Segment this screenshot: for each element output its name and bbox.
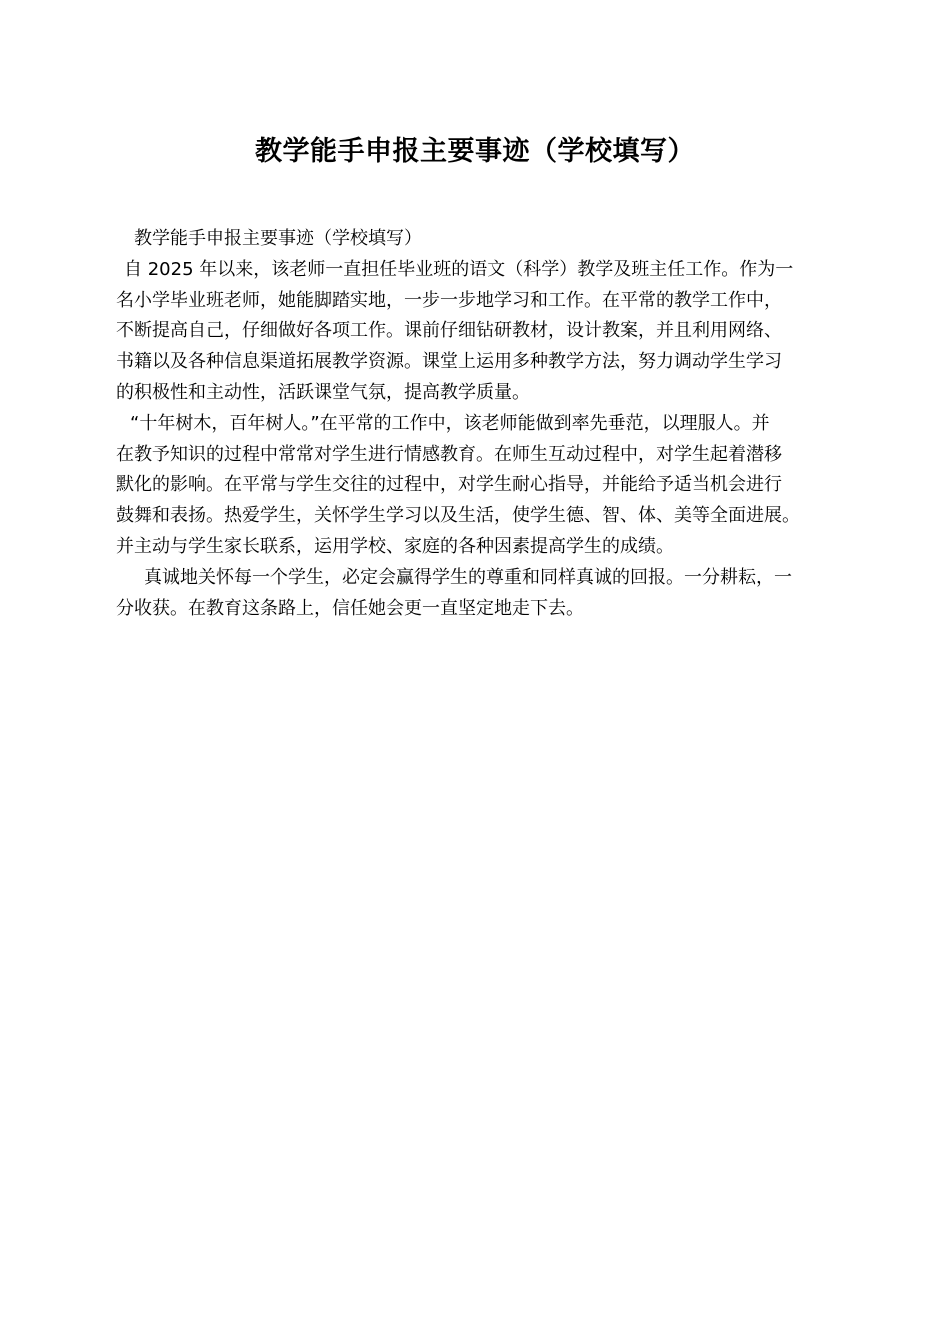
body-line: “十年树木，百年树人。”在平常的工作中，该老师能做到率先垂范，以理服人。并	[130, 412, 770, 434]
body-line-subtitle: 教学能手申报主要事迹（学校填写）	[134, 228, 422, 249]
body-line: 默化的影响。在平常与学生交往的过程中，对学生耐心指导，并能给予适当机会进行	[116, 474, 782, 496]
body-line: 鼓舞和表扬。热爱学生，关怀学生学习以及生活，使学生德、智、体、美等全面进展。	[116, 505, 800, 527]
body-line: 自 2025 年以来，该老师一直担任毕业班的语文（科学）教学及班主任工作。作为一	[124, 258, 794, 280]
body-line: 在教予知识的过程中常常对学生进行情感教育。在师生互动过程中，对学生起着潜移	[116, 443, 782, 465]
body-line: 真诚地关怀每一个学生，必定会赢得学生的尊重和同样真诚的回报。一分耕耘，一	[144, 566, 792, 588]
document-title: 教学能手申报主要事迹（学校填写）	[255, 136, 695, 167]
body-line: 名小学毕业班老师，她能脚踏实地，一步一步地学习和工作。在平常的教学工作中，	[116, 289, 782, 311]
document-body	[116, 224, 856, 624]
body-line: 分收获。在教育这条路上，信任她会更一直坚定地走下去。	[116, 597, 584, 619]
body-line: 不断提高自己，仔细做好各项工作。课前仔细钻研教材，设计教案，并且利用网络、	[116, 320, 782, 342]
body-line: 的积极性和主动性，活跃课堂气氛，提高教学质量。	[116, 381, 530, 403]
body-line: 并主动与学生家长联系，运用学校、家庭的各种因素提高学生的成绩。	[116, 535, 674, 557]
body-line: 书籍以及各种信息渠道拓展教学资源。课堂上运用多种教学方法，努力调动学生学习	[116, 351, 782, 373]
